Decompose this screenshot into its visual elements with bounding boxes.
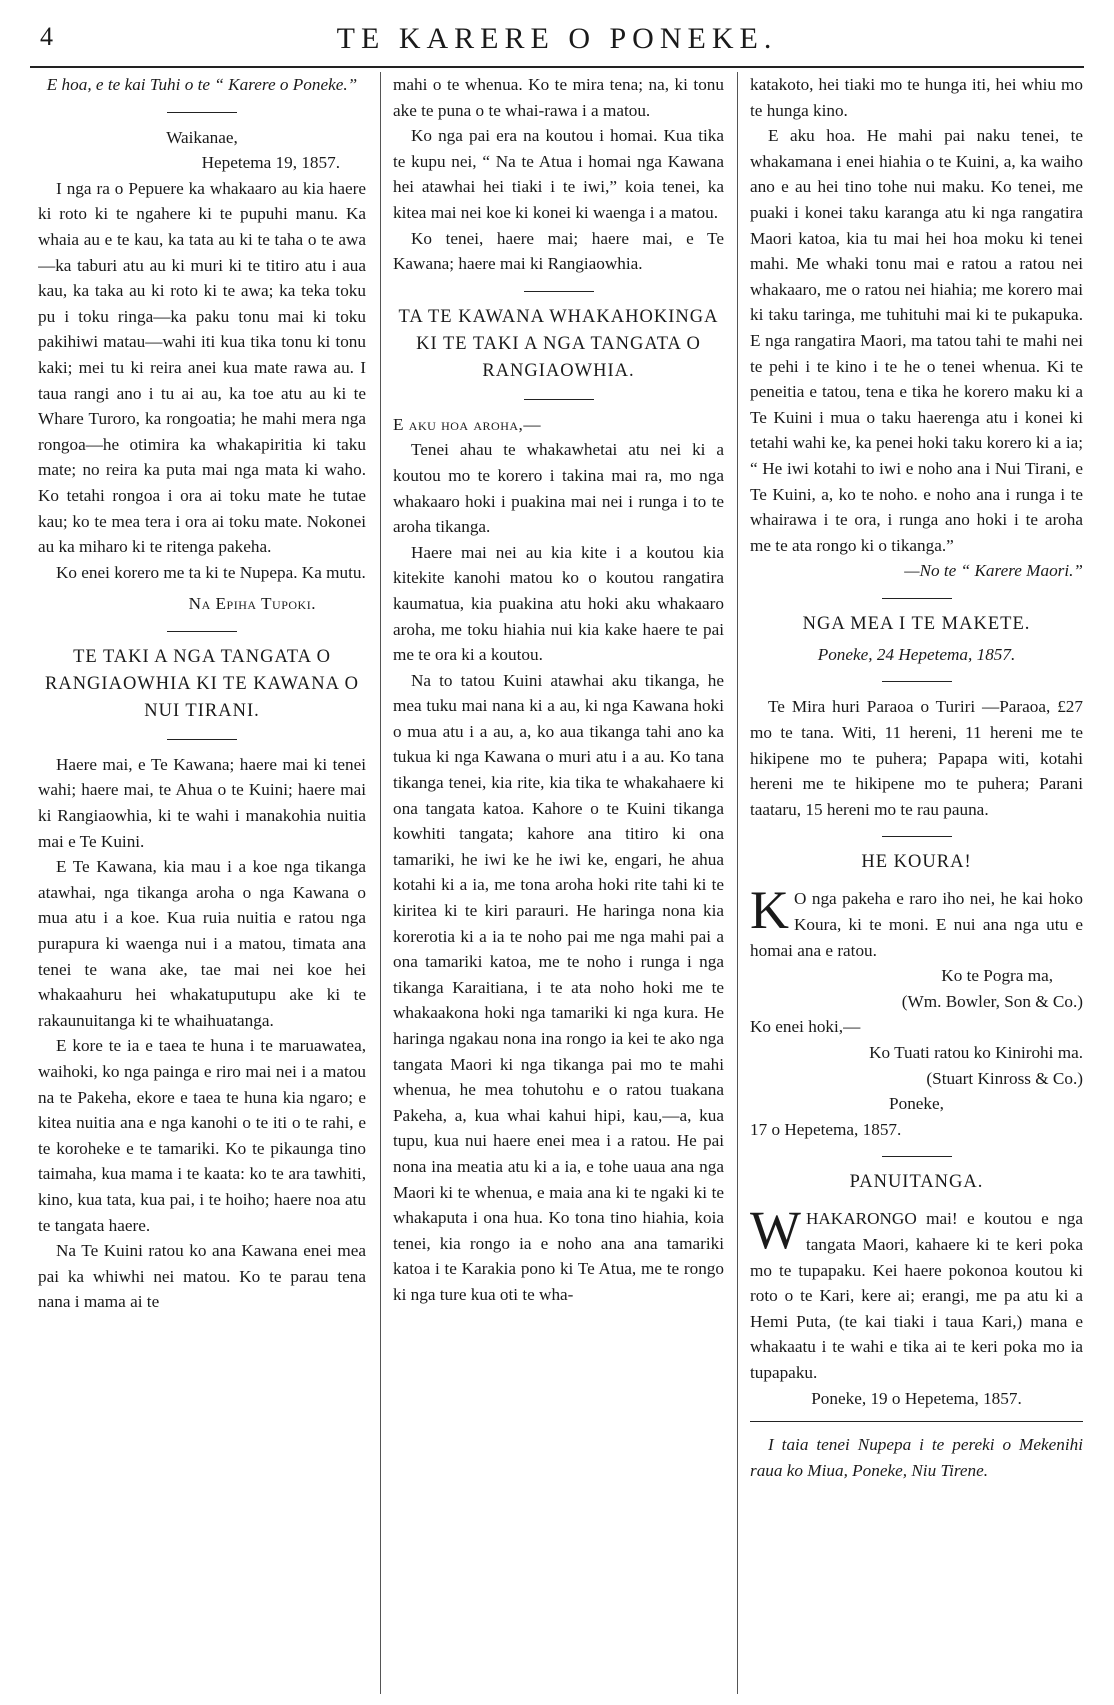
article-paragraph: Na to tatou Kuini atawhai aku tikanga, he mea tuku mai nana ki a au, ki nga Kawana hoki o mua atu i a au, a, ko aua tikanga tahi ano ka tukua ki nga Kawana o muri atu i a au. Ko tana tikanga tenei, kia rite, kia tika te whakahaere ki ona tangata katoa. Kahore o te Kuini tikanga kowhiti tangata; kahore ana titiro ki ona tamariki, he iwi ke he iwi ke, engari, he ahua kotahi ki a ia, me tona aroha hoki rite tahi ki te kiritea ki te kiri parauri. He haringa nona kia korerotia ki a ia te noho pai me nga mahi pai a ona tamariki katoa, me te noho i runga i nga tikanga Karaitiana, i te ata noho hoki me te whakaakona hoki nga tamariki ki nga kura. He haringa ngakau nona ina rongo ia kei te ako nga tangata Maori ki nga tikanga pai mo te mahi whenua, he mea tohutohu e o ratou tuakana Pakeha, a, kua whai kahui hipi, kau,—a, kua tupu, kua nui haere enei mea i a ratou. He pai nona ina meatia atu ki a ia, e tohe uaua ana nga Maori ki te whenua, e maia ana ki te ngaki ki te whakaputa i ona hua. Ko tona tino hiahia, koia tenei, kia rongo ia e noho ana ana tamariki katoa i te Karakia pono ki Te Atua, me te rongo ki nga ture kua oti te wha- — [393, 670, 724, 1304]
article-paragraph: E kore te ia e taea te huna i te maruawatea, waihoki, ko nga painga e riro mai nei i a matou na te Pakeha, ekore e taea te huna kia ngaro; e kitea nuitia ana e nga kanohi o te iti o te rahi, e te koroheke e te tamariki. Ko te pikaunga tino taimaha, kua mama i te kaata: ko te ara tawhiti, kino, kua tata, kua pai, i te hoiho; haere noa atu te tangata haere. — [38, 1036, 366, 1235]
article-paragraph: Haere mai nei au kia kite i a koutou kia kitekite kanohi matou ko o koutou rangatira kaumatua, kia puakina atu hoki aku whakaaro aroha, me toku hiahia nui kia kake haere te pai me te ora ki a koutou. — [393, 542, 724, 665]
article-paragraph: Tenei ahau te whakawhetai atu nei ki a koutou mo te korero i takina mai ra, mo nga whakaaro hoki i puakina mai nei i runga i to te aroha tikanga. — [393, 440, 724, 537]
letter-signature: Na Epiha Tupoki. — [188, 594, 316, 614]
notice-heading: PANUITANGA. — [849, 1172, 984, 1193]
separator — [882, 1156, 952, 1157]
gold-notice-text: O nga pakeha e raro iho nei, he kai hoko Koura, ki te moni. E nui ana nga utu e homai ana e ratou. — [750, 889, 1083, 960]
paper-title: TE KARERE O PONEKE. — [336, 22, 778, 55]
market-heading: NGA MEA I TE MAKETE. — [802, 613, 1031, 634]
separator — [882, 836, 952, 837]
letter-address: E hoa, e te kai Tuhi o te “ Karere o Poneke.” — [46, 75, 358, 94]
article-source: —No te “ Karere Maori.” — [904, 561, 1083, 581]
gold-buyer-firm: (Stuart Kinross & Co.) — [926, 1068, 1083, 1088]
salutation: E aku hoa aroha,— — [393, 414, 542, 434]
letter-paragraph: I nga ra o Pepuere ka whakaaro au kia haere ki roto ki te ngahere ki te pupuhi manu. Ka whaia au e te kau, ka tata au ki te taha o te awa—ka taburi atu au ki muri ki te titiro atu i aua kau, ka taka au ki roto ki te awa; ka teka toku pu i toku ringa—ka paku tonu mai ki toku pakihiwi matau—wahi iti kua tika tonu ki tonu kaki; mei tu ki reira anei kua mate rawa au. I taua rangi ano i tu ai au, ka toe atu au ki te Whare Turoro, ka rongoatia; he mahi mera nga rongoa—he otimira ka whakapiritia ki taku mate; no reira ka puta mai nga mata ki waho. Ko tetahi rongoa i ora ai toku mate he tutae kau; ko te mea tera i ora ai toku mate. Nokonei au ka miharo ki te ritenga pakeha. — [38, 178, 366, 557]
separator — [167, 631, 237, 632]
article-paragraph: Haere mai, e Te Kawana; haere mai ki tenei wahi; haere mai, te Ahua o te Kuini; haere mai ki Rangiaowhia, ki te wahi i manakohia nuitia mai e Te Kuini. — [38, 754, 366, 851]
gold-heading: HE KOURA! — [861, 852, 972, 873]
masthead-rule — [30, 66, 1084, 68]
notice-place: Poneke, — [889, 1094, 944, 1114]
separator — [524, 399, 594, 400]
drop-cap: W — [750, 1200, 801, 1261]
gold-buyer-name: Ko Tuati ratou ko Kinirohi ma. — [869, 1043, 1083, 1062]
separator — [167, 739, 237, 740]
letter-place: Waikanae, — [166, 127, 238, 147]
article-paragraph: Na Te Kuini ratou ko ana Kawana enei mea pai ka whiwhi nei matou. Ko te parau tena nana i mama ai te — [38, 1241, 366, 1312]
article-paragraph: E aku hoa. He mahi pai naku tenei, te whakamana i enei hiahia o te Kuini, a, ka waiho ano e au hei tino tohe nui maku. Ko tenei, me puaki i konei taku karanga atu ki nga rangatira Maori katoa, kia tu mai hei hoa moku ki tenei mahi. Me whaki tonu mai e ratou a ratou nei whakaaro, me o ratou nei hiahia; me korero mai ki taku taringa, me tuhituhi mai ki te pukapuka. E nga rangatira Maori, ma tatou tahi te mahi nei te pehi i te kino i te he o tenei whenua. Ki te peneitia e tatou, tena e tika he korero maku ki a Te Kuini i mua o taku haerenga atu i konei ki tetahi wahi ke, ka penei hoki taku korero ki a ia; “ He iwi kotahi to iwi e noho ana i Nui Tirani, e Te Kuini, a, ko te noho. e noho ana i runga i te whairawa i te ora, i runga ano hoki i te aroha me te ata rongo ki o tikanga.” — [750, 126, 1083, 555]
market-prices: Te Mira huri Paraoa o Turiri —Paraoa, £27 mo te tana. Witi, 11 hereni, 11 hereni me te hikipene mo te puhera; Papapa witi, kotahi hereni me te hikipene mo te puhera; Parani taataru, 15 hereni mo te rau pauna. — [750, 697, 1083, 819]
article-paragraph: katakoto, hei tiaki mo te hunga iti, hei whiu mo te hunga kino. — [750, 75, 1083, 120]
gold-buyer-name: Ko te Pogra ma, — [941, 966, 1053, 986]
gold-notice-text: Ko enei hoki,— — [750, 1017, 861, 1037]
separator — [524, 291, 594, 292]
article-paragraph: E Te Kawana, kia mau i a koe nga tikanga atawhai, nga tikanga aroha o nga Kawana o mua atu i a koe. Kua ruia nuitia e ratou nga purapura ki waenga nui i a matou, timata ana tenei te wana ake, tae mai nei koe hei whakaahuru hei whakatuputupu ake ki te rakaunuitanga ki te whaihuatanga. — [38, 857, 366, 1030]
column-1 — [38, 72, 366, 1692]
notice-text: HAKARONGO mai! e koutou e nga tangata Maori, kahaere ki te keri poka mo te tupapaku. Kei haere pokonoa koutou ki roto o te Kari, kere ai; erangi, me pa atu ki a Hemi Puta, (te kai tiaki i taua Kari,) mana e whakaatu i te wahi e tika ai te keri poka mo ia tupapaku. — [750, 1209, 1083, 1382]
column-divider — [380, 72, 381, 1694]
article-paragraph: Ko nga pai era na koutou i homai. Kua tika te kupu nei, “ Na te Atua i homai nga Kawana hei atawhai hei tiaki i te iwi,” koia tenei, ka kitea mai nei koe ki konei ki waenga i a matou. — [393, 126, 724, 222]
masthead — [30, 18, 1084, 62]
letter-date: Hepetema 19, 1857. — [201, 153, 340, 173]
article-paragraph: Ko tenei, haere mai; haere mai, e Te Kawana; haere mai ki Rangiaowhia. — [393, 228, 724, 274]
separator — [882, 681, 952, 682]
page-number: 4 — [40, 22, 53, 51]
notice-signoff: Poneke, 19 o Hepetema, 1857. — [811, 1388, 1022, 1408]
gold-buyer-firm: (Wm. Bowler, Son & Co.) — [901, 991, 1083, 1011]
notice-date: 17 o Hepetema, 1857. — [750, 1119, 902, 1139]
section-heading: TA TE KAWANA WHAKAHOKINGA KI TE TAKI A NGA TANGATA O RANGIAOWHIA. — [398, 306, 719, 381]
printer-imprint: I taia tenei Nupepa i te pereki o Mekenihi raua ko Miua, Poneke, Niu Tirene. — [750, 1435, 1083, 1480]
drop-cap: K — [750, 880, 789, 941]
separator — [167, 112, 237, 113]
market-date: Poneke, 24 Hepetema, 1857. — [817, 644, 1016, 664]
separator — [882, 598, 952, 599]
separator — [750, 1421, 1083, 1422]
letter-paragraph: Ko enei korero me ta ki te Nupepa. Ka mutu. — [56, 562, 366, 582]
column-2 — [393, 72, 724, 1692]
column-3 — [750, 72, 1083, 1692]
section-heading: TE TAKI A NGA TANGATA O RANGIAOWHIA KI TE KAWANA O NUI TIRANI. — [45, 646, 359, 721]
column-divider — [737, 72, 738, 1694]
article-paragraph: mahi o te whenua. Ko te mira tena; na, ki tonu ake te puna o te whai-rawa i a matou. — [393, 75, 724, 120]
